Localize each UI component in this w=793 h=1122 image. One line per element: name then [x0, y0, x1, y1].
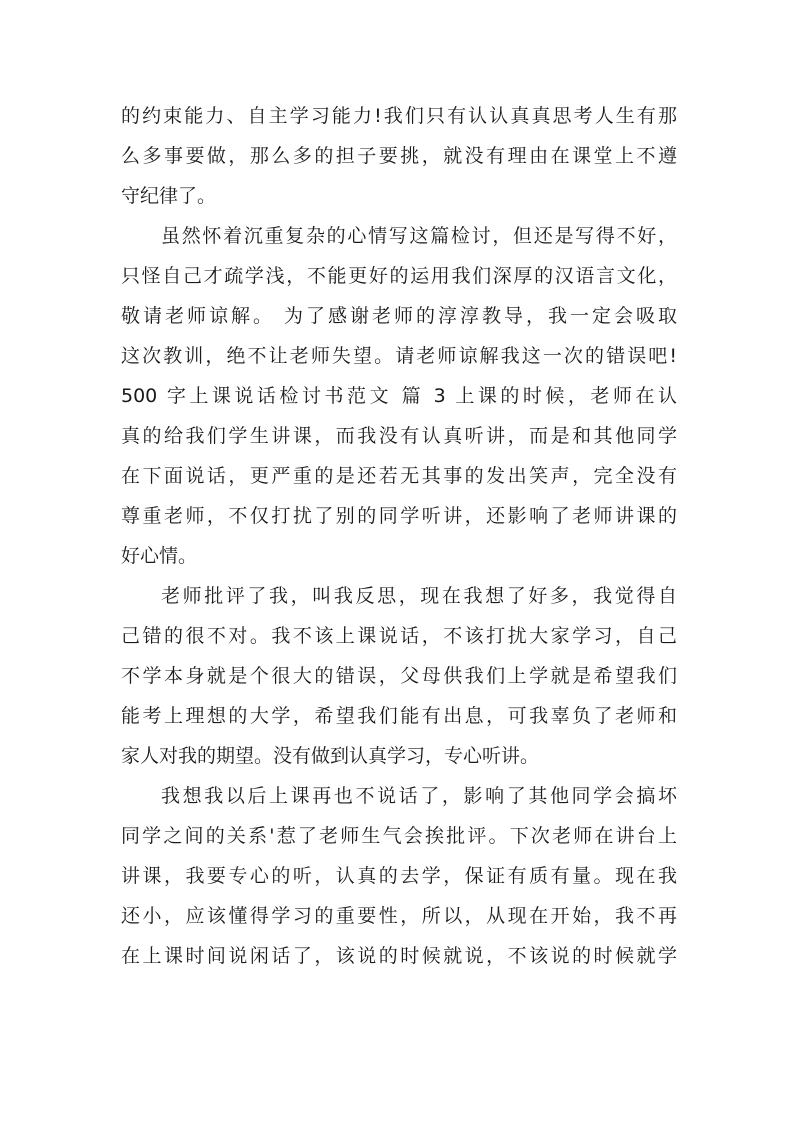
text-line: 守纪律了。	[121, 185, 217, 207]
text-line: 己错的很不对。我不该上课说话，不该打扰大家学习，自己	[121, 625, 677, 647]
text-line: 敬请老师谅解。 为了感谢老师的淳淳教导，我一定会吸取	[121, 305, 677, 327]
text-line: 讲课，我要专心的听，认真的去学，保证有质有量。现在我	[121, 865, 677, 887]
text-line: 这次教训，绝不让老师失望。请老师谅解我这一次的错误吧!	[121, 345, 677, 367]
text-line: 同学之间的关系'惹了老师生气会挨批评。下次老师在讲台上	[121, 825, 677, 847]
text-line: 还小，应该懂得学习的重要性，所以，从现在开始，我不再	[121, 905, 677, 927]
text-line: 不学本身就是个很大的错误，父母供我们上学就是希望我们	[121, 665, 677, 687]
text-line: 尊重老师，不仅打扰了别的同学听讲，还影响了老师讲课的	[121, 505, 677, 527]
text-line: 的约束能力、自主学习能力!我们只有认认真真思考人生有那	[121, 105, 677, 127]
paragraph-start-line: 虽然怀着沉重复杂的心情写这篇检讨，但还是写得不好，	[161, 225, 677, 247]
text-line: 家人对我的期望。没有做到认真学习，专心听讲。	[121, 745, 540, 767]
text-line: 在下面说话，更严重的是还若无其事的发出笑声，完全没有	[121, 465, 677, 487]
paragraph-start-line: 老师批评了我，叫我反思，现在我想了好多，我觉得自	[161, 585, 677, 607]
body-text	[121, 96, 677, 976]
text-line: 真的给我们学生讲课，而我没有认真听讲，而是和其他同学	[121, 425, 677, 447]
paragraph-start-line: 我想我以后上课再也不说话了，影响了其他同学会搞坏	[161, 785, 677, 807]
text-line: 好心情。	[121, 545, 198, 567]
text-line: 在上课时间说闲话了，该说的时候就说，不该说的时候就学	[121, 945, 677, 967]
text-line: 只怪自己才疏学浅，不能更好的运用我们深厚的汉语言文化，	[121, 265, 677, 287]
text-line: 能考上理想的大学，希望我们能有出息，可我辜负了老师和	[121, 705, 677, 727]
text-line: 么多事要做，那么多的担子要挑，就没有理由在课堂上不遵	[121, 145, 677, 167]
section-heading-line: 500 字上课说话检讨书范文 篇 3 上课的时候，老师在认	[121, 385, 677, 407]
